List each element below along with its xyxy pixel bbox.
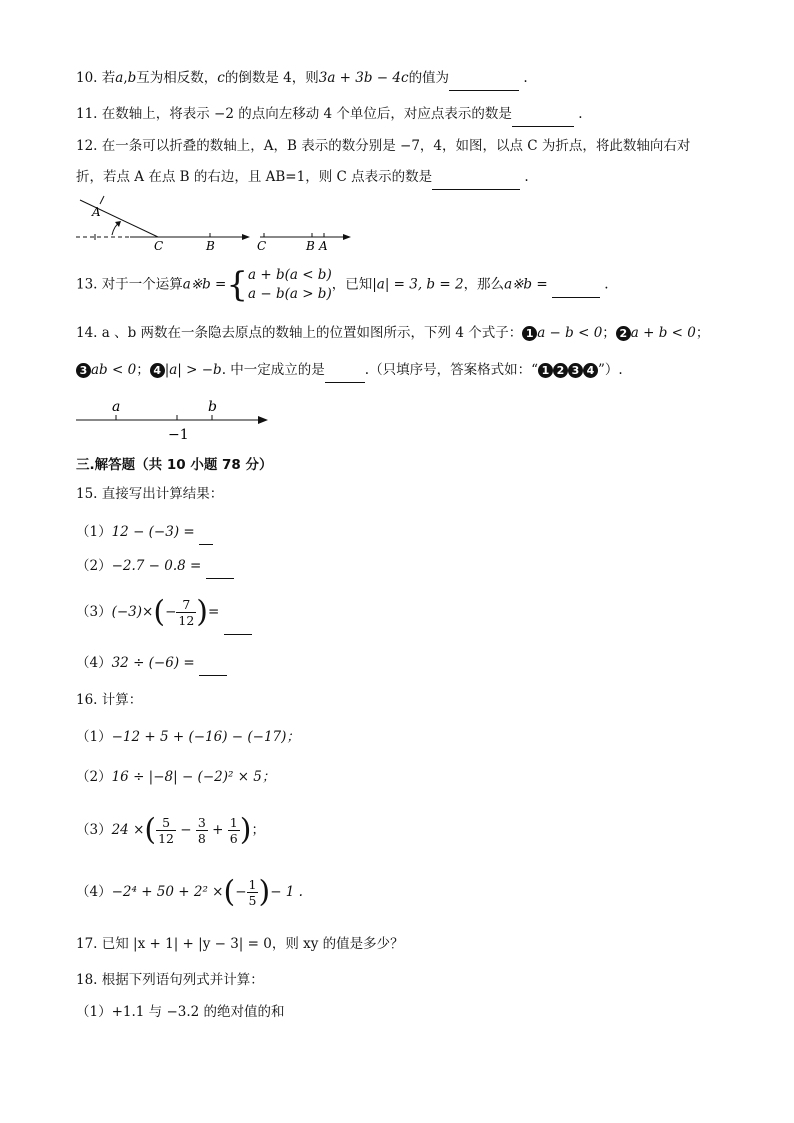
answer-blank[interactable] (199, 655, 227, 676)
question-16-part-1: （1）−12 + 5 + (−16) − (−17)； (76, 729, 300, 745)
question-10: 10. 若a,b互为相反数，c的倒数是 4，则3a + 3b − 4c的值为 . (76, 68, 528, 91)
tick-a (100, 196, 104, 204)
question-16-part-2: （2）16 ÷ |−8| − (−2)² × 5； (76, 769, 276, 785)
question-16-title: 16. 计算： (76, 692, 143, 708)
question-18-title: 18. 根据下列语句列式并计算： (76, 972, 264, 988)
answer-blank[interactable] (206, 558, 234, 579)
fraction: $\frac{7}{12}$ (178, 597, 195, 628)
answer-blank[interactable] (449, 70, 519, 91)
section-heading: 三.解答题（共 10 小题 78 分） (76, 457, 273, 473)
question-14-line-2: 3 ab < 0； 4 |a| > −b. 中一定成立的是 .（只填序号，答案格式如：“ 1 2 3 4 ”）. (76, 360, 623, 383)
left-brace: { (226, 265, 249, 305)
arrow-head (258, 416, 268, 424)
piecewise-cases: a + b(a < b) a − b(a > b) (248, 267, 332, 302)
label-a: a (112, 399, 121, 415)
question-15-part-4: （4）32 ÷ (−6) = (76, 653, 227, 676)
label-c: C (154, 239, 164, 252)
question-13: 13. 对于一个运算a※b ={a + b(a < b) a − b(a > b)，已知|a| = 3, b = 2，那么a※b = . (76, 265, 609, 305)
fraction: $\frac{3}{8}$ (197, 815, 206, 846)
label-b2: B (306, 239, 315, 252)
question-16-part-3: （3）24 ×( $\frac{5}{12}$ − $\frac{3}{8}$ + $\frac{1}{6}$ )； (76, 812, 265, 848)
question-12-line-2: 折，若点 A 在点 B 的右边，且 AB=1，则 C 点表示的数是 . (76, 167, 529, 190)
question-17: 17. 已知 |x + 1| + |y − 3| = 0，则 xy 的值是多少？ (76, 936, 404, 952)
answer-blank[interactable] (552, 277, 600, 298)
label-a2: A (319, 239, 328, 252)
arrow-head (242, 234, 250, 240)
question-15-part-1: （1）12 − (−3) = (76, 522, 213, 545)
question-18-part-1: （1）+1.1 与 −3.2 的绝对值的和 (76, 1004, 285, 1020)
answer-blank[interactable] (325, 362, 365, 383)
fold-numberline-figure (70, 190, 360, 252)
hidden-origin-numberline (72, 396, 272, 444)
answer-blank[interactable] (512, 106, 574, 127)
question-15-part-2: （2）−2.7 − 0.8 = (76, 556, 234, 579)
fraction: $\frac{1}{6}$ (229, 815, 238, 846)
label-a: A (92, 205, 101, 219)
answer-blank[interactable] (224, 594, 252, 635)
label-b: b (208, 399, 217, 415)
answer-blank[interactable] (432, 169, 520, 190)
arrow-head-2 (343, 234, 351, 240)
question-11: 11. 在数轴上，将表示 −2 的点向左移动 4 个单位后，对应点表示的数是 . (76, 104, 583, 127)
question-12-line-1: 12. 在一条可以折叠的数轴上，A，B 表示的数分别是 −7，4，如图，以点 C 为折点，将此数轴向右对 (76, 138, 691, 154)
question-16-part-4: （4）−2⁴ + 50 + 2² ×(− $\frac{1}{5}$ )− 1 . (76, 874, 303, 910)
question-14-line-1: 14. a 、b 两数在一条隐去原点的数轴上的位置如图所示，下列 4 个式子： 1 a − b < 0； 2 a + b < 0； (76, 325, 710, 341)
label-c2: C (257, 239, 267, 252)
answer-blank[interactable] (199, 524, 213, 545)
label-minus-one: −1 (168, 427, 189, 443)
label-b: B (206, 239, 215, 252)
fraction: $\frac{1}{5}$ (248, 877, 257, 908)
question-15-title: 15. 直接写出计算结果： (76, 486, 224, 502)
fraction: $\frac{5}{12}$ (158, 815, 174, 846)
question-15-part-3: （3）(−3)×(− $\frac{7}{12}$ )= (76, 592, 252, 635)
